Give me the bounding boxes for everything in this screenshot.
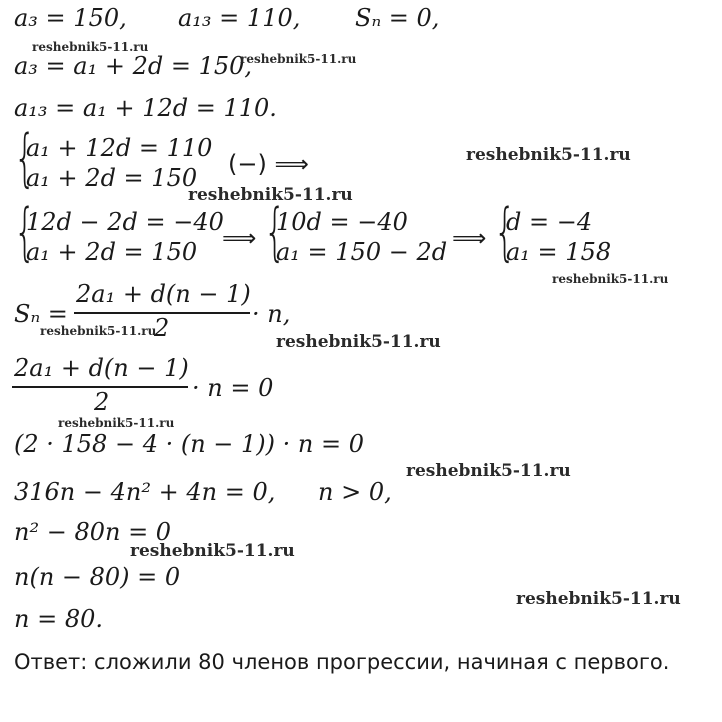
eq-factored: n(n − 80) = 0 [14,563,181,591]
system-1-row-1: a₁ + 12d = 110 [26,134,213,162]
eq-expanded: 316n − 4n² + 4n = 0, [14,478,276,506]
system-3-row-1: 10d = −40 [276,208,408,236]
watermark: reshebnik5-11.ru [552,272,669,286]
answer-text: Ответ: сложили 80 членов прогрессии, начиная с первого. [14,650,670,674]
brace-icon: { [14,195,36,268]
eq-a13-formula: a₁₃ = a₁ + 12d = 110. [14,94,277,122]
given-a3: a₃ = 150, [14,4,127,32]
eq-quadratic: n² − 80n = 0 [14,518,172,546]
watermark: reshebnik5-11.ru [40,324,157,338]
eq-fraction [12,354,190,418]
watermark: reshebnik5-11.ru [188,185,353,205]
given-a13: a₁₃ = 110, [178,4,301,32]
brace-icon: { [14,121,36,194]
implies-arrow-2: ⟹ [452,224,487,252]
subtract-operator: (−) ⟹ [228,150,309,178]
eq-a3-formula: a₃ = a₁ + 2d = 150, [14,52,253,80]
system-3-row-2: a₁ = 150 − 2d [276,238,448,266]
system-2-row-2: a₁ + 2d = 150 [26,238,198,266]
watermark: reshebnik5-11.ru [516,589,681,609]
given-sn: Sₙ = 0, [355,4,440,32]
system-1-row-2: a₁ + 2d = 150 [26,164,198,192]
system-4-row-2: a₁ = 158 [506,238,612,266]
eq-numerator: 2a₁ + d(n − 1) [14,354,189,382]
watermark: reshebnik5-11.ru [240,52,357,66]
implies-arrow-1: ⟹ [222,224,257,252]
watermark: reshebnik5-11.ru [276,332,441,352]
system-3 [264,195,454,268]
system-4 [494,195,624,268]
brace-icon: { [494,195,516,268]
watermark: reshebnik5-11.ru [32,40,149,54]
system-2-row-1: 12d − 2d = −40 [26,208,224,236]
watermark: reshebnik5-11.ru [406,461,571,481]
sn-denominator: 2 [154,314,170,342]
watermark: reshebnik5-11.ru [58,416,175,430]
sn-tail: · n, [252,300,291,328]
watermark: reshebnik5-11.ru [130,541,295,561]
eq-substitution: (2 · 158 − 4 · (n − 1)) · n = 0 [14,430,365,458]
system-2 [14,195,224,268]
eq-denominator: 2 [94,388,110,416]
sn-numerator: 2a₁ + d(n − 1) [76,280,251,308]
system-1 [14,121,214,194]
brace-icon: { [264,195,286,268]
eq-tail: · n = 0 [192,374,274,402]
eq-result: n = 80. [14,605,103,633]
system-4-row-1: d = −4 [506,208,593,236]
sn-lhs: Sₙ = [14,300,68,328]
watermark: reshebnik5-11.ru [466,145,631,165]
condition-n-positive: n > 0, [318,478,392,506]
